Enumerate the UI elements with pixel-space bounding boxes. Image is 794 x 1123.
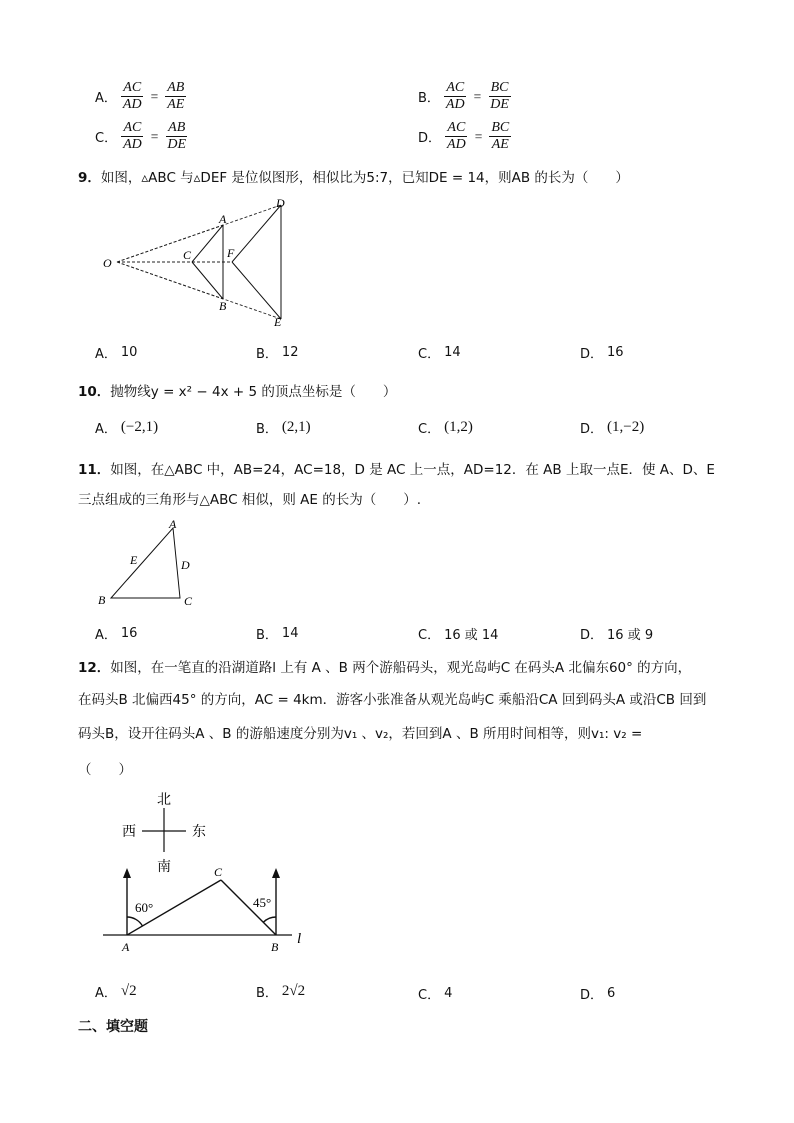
option-letter: C．: [95, 131, 118, 146]
q11-stem-line1: 11．如图，在△ABC 中，AB=24，AC=18，D 是 AC 上一点，AD=12．在 AB 上取一点E．使 A、D、E: [78, 462, 715, 478]
q11-option-b: B． 14: [256, 626, 299, 643]
q11-option-a: A． 16: [95, 626, 138, 643]
compass: [142, 808, 186, 852]
q8-option-d: D． $\frac{AC}{AD}$ = $\frac{BC}{AE}$: [418, 120, 510, 152]
label-d: D: [276, 196, 285, 210]
q10-option-b: B． (2,1): [256, 419, 311, 437]
compass-south: 南: [157, 859, 171, 875]
question-number: 9．: [78, 170, 101, 186]
q10-option-d: D． (1,−2): [580, 419, 645, 437]
q10-option-a: A． (−2,1): [95, 419, 159, 437]
q11-option-d: D． 16 或 9: [580, 628, 654, 643]
label-l: l: [297, 931, 302, 947]
q12-option-d: D． 6: [580, 986, 616, 1003]
question-number: 10．: [78, 384, 111, 400]
q11-stem-line2: 三点组成的三角形与△ABC 相似，则 AE 的长为（ ）.: [78, 492, 421, 508]
label-b: B: [219, 299, 227, 313]
label-e: E: [130, 553, 138, 567]
label-a: A: [122, 940, 130, 954]
label-b: B: [98, 593, 106, 607]
q12-figure: [100, 786, 315, 958]
label-b: B: [271, 940, 279, 954]
q12-option-c: C． 4: [418, 986, 453, 1003]
q12-option-b: B． 2√2: [256, 983, 306, 1001]
q12-option-a: A． √2: [95, 983, 137, 1001]
q12-stem-line2: 在码头B 北偏西45° 的方向，AC = 4km．游客小张准备从观光岛屿C 乘船沿CA 回到码头A 或沿CB 回到: [78, 692, 707, 708]
q11-figure: [92, 514, 202, 610]
q10-option-c: C． (1,2): [418, 419, 473, 437]
compass-north: 北: [157, 792, 171, 808]
section-title: 二、填空题: [78, 1019, 148, 1035]
label-d: D: [181, 558, 190, 572]
angle-b-label: 45°: [253, 895, 272, 910]
q9-option-a: A． 10: [95, 345, 138, 362]
question-text: 抛物线y = x² − 4x + 5 的顶点坐标是（ ）: [110, 384, 397, 400]
fraction-left: $\frac{AC}{AD}$: [445, 80, 465, 112]
label-a: A: [169, 517, 177, 531]
label-c: C: [214, 865, 223, 879]
option-letter: A．: [95, 91, 117, 106]
option-letter: D．: [418, 131, 442, 146]
q9-figure: [95, 195, 305, 330]
question-number: 11．: [78, 462, 111, 478]
label-f: F: [227, 246, 235, 260]
label-c: C: [183, 248, 192, 262]
q8-option-a: A． $\frac{AC}{AD}$ = $\frac{AB}{AE}$: [95, 80, 185, 112]
compass-east: 东: [192, 824, 206, 840]
label-e: E: [274, 315, 282, 329]
fraction-right: $\frac{AB}{DE}$: [167, 120, 187, 152]
label-a: A: [219, 212, 227, 226]
q10-stem: [78, 380, 396, 400]
q12-stem-line4: （ ）: [78, 762, 132, 778]
fraction-left: $\frac{AC}{AD}$: [123, 120, 142, 152]
question-number: 12．: [78, 660, 111, 676]
fraction-left: $\frac{AC}{AD}$: [447, 120, 466, 152]
compass-west: 西: [122, 824, 136, 840]
option-letter: B．: [418, 91, 440, 106]
label-c: C: [184, 594, 193, 608]
fraction-right: $\frac{BC}{AE}$: [491, 120, 510, 152]
q12-stem-line1: 12．如图，在一笔直的沿湖道路l 上有 A 、B 两个游船码头，观光岛屿C 在码头A 北偏东60° 的方向，: [78, 660, 692, 676]
fraction-left: $\frac{AC}{AD}$: [122, 80, 142, 112]
fraction-right: $\frac{BC}{DE}$: [490, 80, 509, 112]
label-o: O: [103, 256, 112, 270]
q9-stem: [78, 166, 629, 186]
q12-stem-line3: 码头B，设开往码头A 、B 的游船速度分别为v₁ 、v₂，若回到A 、B 所用时间相等，则v₁: v₂ =: [78, 726, 643, 742]
q8-option-c: C． $\frac{AC}{AD}$ = $\frac{AB}{DE}$: [95, 120, 187, 152]
question-text: 如图，▵ABC 与▵DEF 是位似图形，相似比为5:7，已知DE = 14，则AB 的长为（ ）: [100, 170, 629, 186]
angle-a-label: 60°: [135, 900, 154, 915]
fraction-right: $\frac{AB}{AE}$: [167, 80, 185, 112]
q9-option-c: C． 14: [418, 345, 461, 362]
q9-option-d: D． 16: [580, 345, 624, 362]
q9-option-b: B． 12: [256, 345, 299, 362]
q8-option-b: B． $\frac{AC}{AD}$ = $\frac{BC}{DE}$: [418, 80, 509, 112]
q11-option-c: C． 16 或 14: [418, 628, 499, 643]
